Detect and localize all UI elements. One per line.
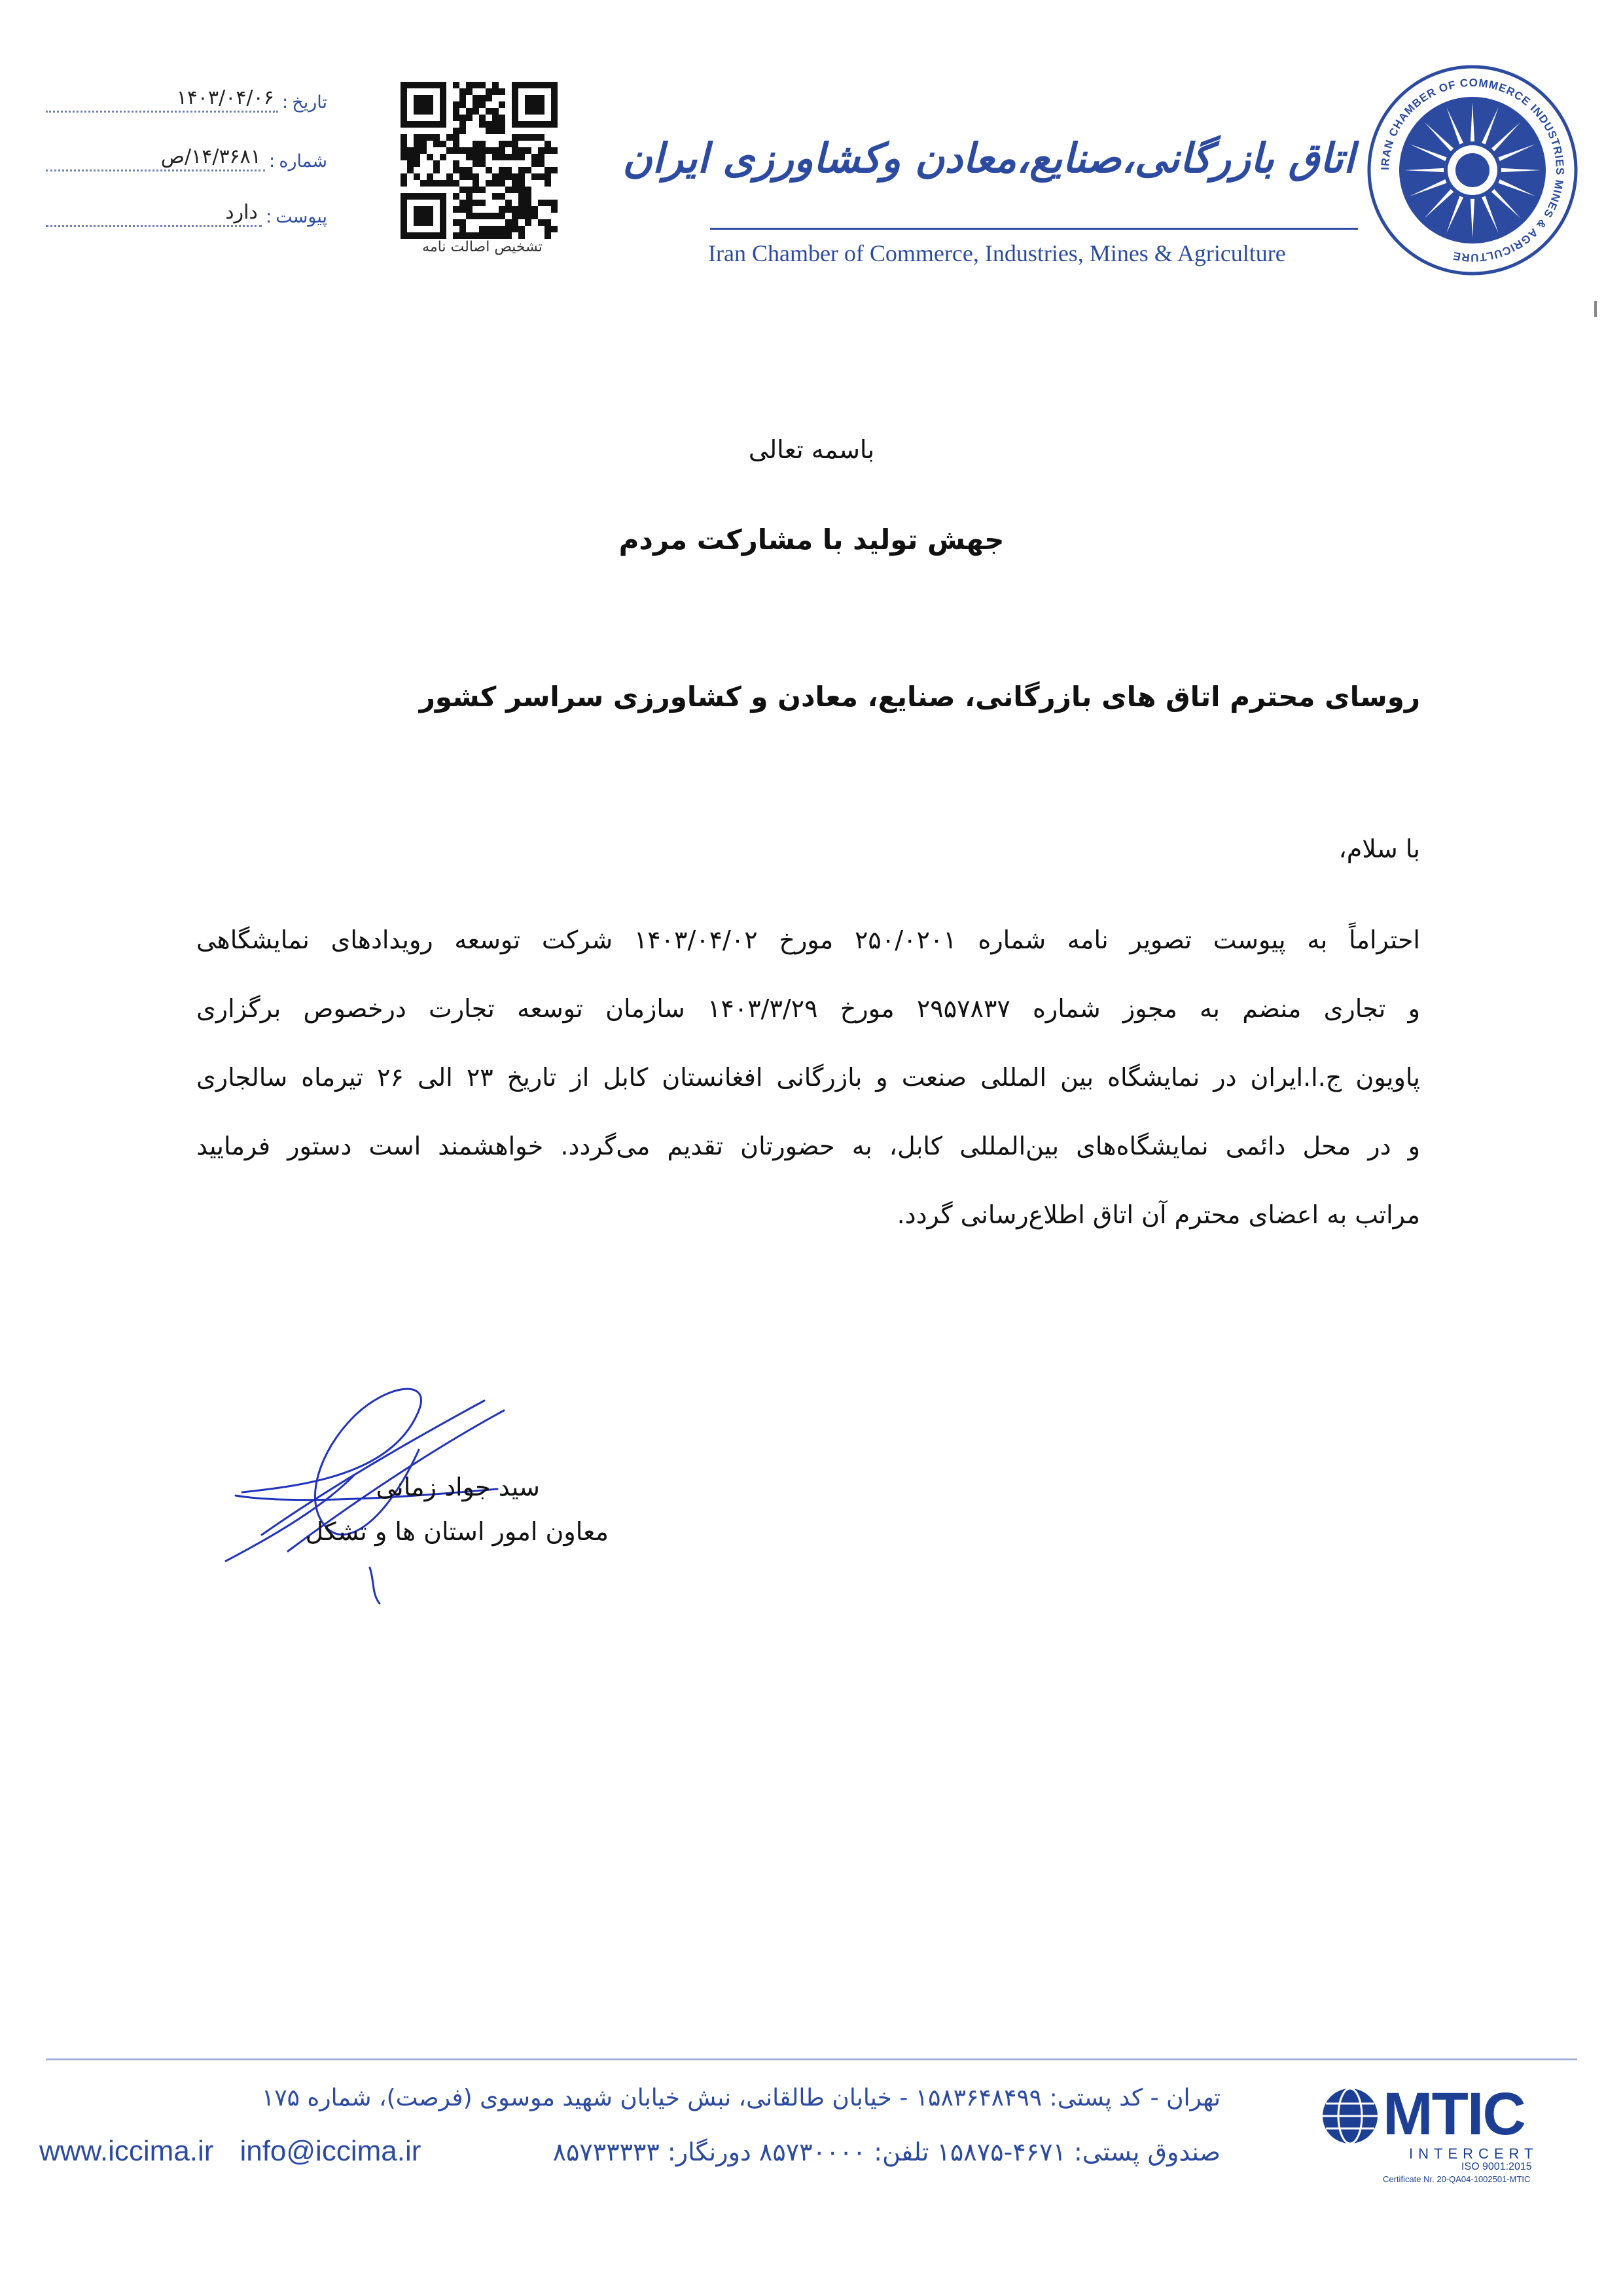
- motto: جهش تولید با مشارکت مردم: [618, 524, 1005, 556]
- attachment-row: پیوست : دارد: [46, 203, 327, 227]
- signatory-title: معاون امور استان ها و تشکل: [305, 1517, 609, 1546]
- postal-box-phone-fax: صندوق پستی: ۴۶۷۱-۱۵۸۷۵ تلفن: ۸۵۷۳۰۰۰۰ دورنگار: ۸۵۷۳۳۳۳۳: [552, 2138, 1221, 2166]
- chamber-seal-logo: [1364, 62, 1580, 278]
- attachment-value: دارد: [225, 201, 258, 224]
- addressee: روسای محترم اتاق های بازرگانی، صنایع، معادن و کشاورزی سراسر کشور: [419, 681, 1420, 713]
- footer-address: تهران - کد پستی: ۱۵۸۳۶۴۸۴۹۹ - خیابان طالقانی، نبش خیابان شهید موسوی (فرصت)، شماره ۱۷۵: [261, 2085, 1221, 2111]
- qr-code-icon: [401, 82, 564, 239]
- signatory-name: سید جواد زمانی: [376, 1473, 540, 1501]
- brand-name-fa: اتاق بازرگانی،صنایع،معادن وکشاورزی ایران: [622, 134, 1355, 182]
- body-line: احتراماً به پیوست تصویر نامه شماره ۲۵۰/۰۲۰۱ مورخ ۱۴۰۳/۰۴/۰۲ شرکت توسعه رویدادهای نمایشگاهی: [196, 925, 1420, 954]
- mtic-iso: ISO 9001:2015: [1461, 2161, 1532, 2172]
- footer-contact: [39, 2135, 1221, 2168]
- invocation: باسمه تعالی: [748, 435, 875, 464]
- brand-name-en: Iran Chamber of Commerce, Industries, Mines & Agriculture: [708, 240, 1286, 266]
- mtic-cert-number: Certificate Nr. 20-QA04-1002501-MTIC: [1383, 2174, 1531, 2184]
- body-line: و در محل دائمی نمایشگاه‌های بین‌المللی کابل، به حضورتان تقدیم می‌گردد. خواهشمند است دستور فرمایید: [196, 1132, 1420, 1160]
- mtic-certification-logo: [1321, 2081, 1582, 2184]
- greeting: با سلام،: [1338, 834, 1420, 863]
- attachment-label: پیوست: [276, 207, 327, 227]
- number-label: شماره: [279, 151, 327, 171]
- date-value: ۱۴۰۳/۰۴/۰۶: [176, 86, 274, 109]
- body-line: و تجاری منضم به مجوز شماره ۲۹۵۷۸۳۷ مورخ ۱۴۰۳/۳/۲۹ سازمان توسعه تجارت درخصوص برگزاری: [196, 994, 1420, 1023]
- date-label: تاریخ: [292, 92, 327, 113]
- website-link[interactable]: www.iccima.ir: [39, 2135, 214, 2167]
- seal-ring-text: IRAN CHAMBER OF COMMERCE INDUSTRIES MINES & AGRICULTURE: [1378, 76, 1567, 264]
- footer-divider: [46, 2058, 1577, 2060]
- body-line: پاویون ج.ا.ایران در نمایشگاه بین المللی صنعت و بازرگانی افغانستان کابل از تاریخ ۲۳ الی ۲۶ تیرماه سالجاری: [196, 1063, 1420, 1092]
- number-value: ۱۴/۳۶۸۱/ص: [160, 145, 261, 168]
- mtic-wordmark: MTIC: [1383, 2081, 1525, 2147]
- date-row: تاریخ : ۱۴۰۳/۰۴/۰۶: [46, 88, 327, 113]
- qr-caption: تشخیص اصالت نامه: [422, 239, 543, 255]
- brand-divider: [710, 228, 1358, 230]
- mtic-intercert: INTERCERT: [1409, 2145, 1539, 2162]
- email-link[interactable]: info@iccima.ir: [240, 2135, 421, 2167]
- globe-icon: [1321, 2087, 1380, 2145]
- qr-code: [401, 82, 564, 255]
- scan-mark: [1594, 301, 1597, 317]
- body-line: مراتب به اعضای محترم آن اتاق اطلاع‌رسانی گردد.: [897, 1200, 1420, 1229]
- number-row: شماره : ۱۴/۳۶۸۱/ص: [46, 147, 327, 171]
